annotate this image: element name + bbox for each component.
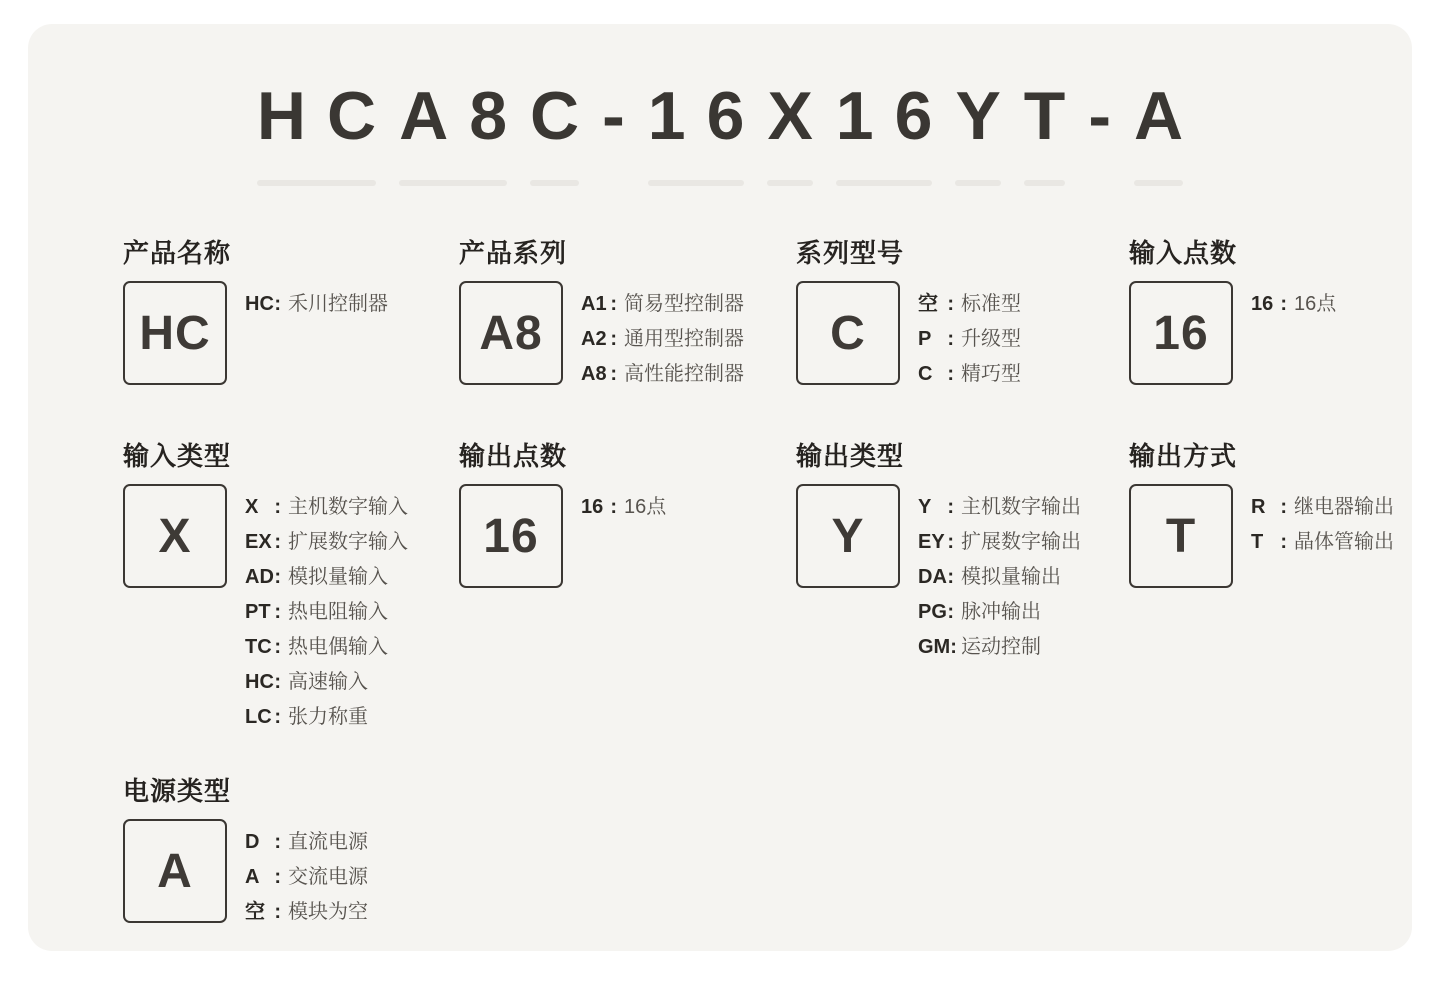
title-segment-text: 16 xyxy=(647,78,766,154)
legend-item xyxy=(918,287,1021,322)
legend-key xyxy=(245,860,281,895)
title-segment xyxy=(1134,78,1205,186)
legend-key-text: C xyxy=(918,363,933,385)
legend-value: 简易型控制器 xyxy=(624,293,744,315)
legend-list xyxy=(227,819,368,930)
title-dash xyxy=(1088,78,1132,186)
section-body xyxy=(1129,281,1336,385)
legend-key-colon: : xyxy=(950,636,957,658)
code-box xyxy=(1129,484,1233,588)
legend-key-colon: : xyxy=(1280,531,1287,553)
legend-value: 高速输入 xyxy=(288,671,368,693)
section-product-series xyxy=(459,238,744,392)
legend-value: 晶体管输出 xyxy=(1294,531,1394,553)
section-header: 输入点数 xyxy=(1129,238,1238,268)
section-header: 输出方式 xyxy=(1129,441,1238,471)
legend-item xyxy=(245,895,368,930)
legend-value: 精巧型 xyxy=(961,363,1021,385)
legend-key-colon: : xyxy=(610,496,617,518)
legend-key-colon: : xyxy=(274,671,281,693)
code-box-label: HC xyxy=(139,306,211,360)
title-segment-text: C xyxy=(530,78,601,154)
code-box-label: T xyxy=(1165,509,1197,563)
legend-list xyxy=(1233,484,1394,560)
legend-item xyxy=(1251,287,1336,322)
legend-value: 主机数字输出 xyxy=(961,496,1081,518)
legend-item xyxy=(245,490,408,525)
title-segment-text: - xyxy=(602,78,646,154)
legend-value: 热电偶输入 xyxy=(288,636,388,658)
code-box-label: A8 xyxy=(479,306,543,360)
legend-key-text: 16 xyxy=(581,496,604,518)
legend-key-text: D xyxy=(245,831,260,853)
legend-value: 运动控制 xyxy=(961,636,1041,658)
section-body xyxy=(1129,484,1394,588)
legend-key-text: A1 xyxy=(581,293,607,315)
legend-value: 标准型 xyxy=(961,293,1021,315)
legend-key xyxy=(918,357,954,392)
legend-value: 模块为空 xyxy=(288,901,368,923)
legend-key-text: LC xyxy=(245,706,272,728)
legend-key-colon: : xyxy=(610,328,617,350)
legend-key xyxy=(918,525,954,560)
section-output-points xyxy=(459,441,666,588)
legend-item xyxy=(1251,490,1394,525)
code-box-label: X xyxy=(158,509,192,563)
legend-key-text: 16 xyxy=(1251,293,1274,315)
code-box xyxy=(123,819,227,923)
legend-value: 继电器输出 xyxy=(1294,496,1394,518)
section-header: 产品名称 xyxy=(123,238,232,268)
legend-item xyxy=(245,860,368,895)
legend-key xyxy=(918,490,954,525)
title-segment-underline xyxy=(530,180,579,186)
legend-key-text: T xyxy=(1251,531,1264,553)
legend-item xyxy=(918,595,1081,630)
legend-key-text: PG xyxy=(918,601,947,623)
legend-key-colon: : xyxy=(274,706,281,728)
legend-key-text: 空 xyxy=(918,293,938,315)
section-body xyxy=(123,484,408,735)
section-output-type xyxy=(796,441,1081,665)
code-box-label: Y xyxy=(831,509,865,563)
legend-key-text: X xyxy=(245,496,259,518)
legend-key-colon: : xyxy=(947,601,954,623)
title-segment-underline xyxy=(955,180,1000,186)
section-product-name xyxy=(123,238,388,385)
section-header: 输出点数 xyxy=(459,441,568,471)
title-segment xyxy=(955,78,1022,186)
legend-list xyxy=(227,484,408,735)
section-series-model xyxy=(796,238,1021,392)
title-segment xyxy=(767,78,834,186)
title-segment-text: - xyxy=(1088,78,1132,154)
legend-key-colon: : xyxy=(610,363,617,385)
legend-key-colon: : xyxy=(1280,496,1287,518)
legend-list xyxy=(1233,281,1336,322)
legend-item xyxy=(245,825,368,860)
legend-item xyxy=(245,525,408,560)
title-segment-text: 16 xyxy=(835,78,954,154)
code-box-label: C xyxy=(830,306,866,360)
legend-value: 扩展数字输入 xyxy=(288,531,408,553)
legend-key-colon: : xyxy=(947,531,954,553)
legend-key-text: AD xyxy=(245,566,274,588)
legend-key-text: HC xyxy=(245,671,274,693)
legend-value: 禾川控制器 xyxy=(288,293,388,315)
legend-item xyxy=(581,357,744,392)
title-segment-text: A xyxy=(1134,78,1205,154)
legend-key-colon: : xyxy=(947,363,954,385)
legend-item xyxy=(918,322,1021,357)
code-box xyxy=(459,281,563,385)
title-segment xyxy=(835,78,954,186)
legend-key xyxy=(1251,525,1287,560)
title-segment-underline xyxy=(836,180,933,186)
legend-value: 模拟量输入 xyxy=(288,566,388,588)
legend-value: 模拟量输出 xyxy=(961,566,1061,588)
legend-key-text: Y xyxy=(918,496,932,518)
title-segment xyxy=(647,78,766,186)
legend-key xyxy=(581,322,617,357)
title-segment xyxy=(399,78,529,186)
legend-key-colon: : xyxy=(274,601,281,623)
legend-key-colon: : xyxy=(947,328,954,350)
legend-key-colon: : xyxy=(274,831,281,853)
legend-key xyxy=(245,825,281,860)
code-box xyxy=(796,484,900,588)
code-box xyxy=(123,281,227,385)
legend-value: 通用型控制器 xyxy=(624,328,744,350)
legend-item xyxy=(581,322,744,357)
legend-item xyxy=(245,595,408,630)
title-segment xyxy=(1023,78,1087,186)
title-segment-underline xyxy=(257,180,376,186)
legend-key-text: A8 xyxy=(581,363,607,385)
title-segment-underline xyxy=(1024,180,1066,186)
legend-list xyxy=(900,484,1081,665)
section-header: 产品系列 xyxy=(459,238,568,268)
legend-value: 升级型 xyxy=(961,328,1021,350)
legend-key-text: GM xyxy=(918,636,951,658)
section-header: 系列型号 xyxy=(796,238,905,268)
legend-list xyxy=(227,281,388,322)
model-code-card xyxy=(28,24,1412,951)
title-segment-underline xyxy=(648,180,745,186)
section-power-type xyxy=(123,776,368,930)
legend-key-colon: : xyxy=(274,901,281,923)
legend-item xyxy=(918,630,1081,665)
legend-key xyxy=(581,287,617,322)
legend-key-text: HC xyxy=(245,293,274,315)
legend-key-text: A xyxy=(245,866,260,888)
title-segment-text: A8 xyxy=(399,78,529,154)
legend-value: 热电阻输入 xyxy=(288,601,388,623)
legend-item xyxy=(245,665,408,700)
legend-key xyxy=(245,287,281,322)
section-body xyxy=(796,484,1081,665)
section-body xyxy=(796,281,1021,392)
code-box-label: 16 xyxy=(1153,306,1209,360)
title-segment-underline xyxy=(1134,180,1183,186)
legend-key xyxy=(918,630,957,665)
legend-key xyxy=(245,525,281,560)
legend-key xyxy=(918,595,954,630)
section-body xyxy=(459,281,744,392)
legend-key xyxy=(918,560,954,595)
legend-key-text: TC xyxy=(245,636,272,658)
legend-key xyxy=(245,490,281,525)
legend-item xyxy=(918,490,1081,525)
legend-key-text: EX xyxy=(245,531,272,553)
legend-key-text: P xyxy=(918,328,932,350)
legend-item xyxy=(245,287,388,322)
legend-item xyxy=(581,490,666,525)
legend-key-colon: : xyxy=(947,293,954,315)
legend-value: 交流电源 xyxy=(288,866,368,888)
legend-key xyxy=(918,287,954,322)
legend-value: 16点 xyxy=(1294,293,1337,315)
code-box-label: A xyxy=(157,844,193,898)
legend-key xyxy=(1251,287,1287,322)
title-segment xyxy=(256,78,398,186)
title-segment-underline xyxy=(399,180,507,186)
code-box xyxy=(123,484,227,588)
legend-item xyxy=(918,560,1081,595)
legend-list xyxy=(563,281,744,392)
legend-key-text: A2 xyxy=(581,328,607,350)
legend-key xyxy=(581,357,617,392)
legend-item xyxy=(581,287,744,322)
section-input-type xyxy=(123,441,408,735)
legend-key xyxy=(245,560,281,595)
legend-key-text: 空 xyxy=(245,901,265,923)
legend-key xyxy=(245,895,281,930)
legend-item xyxy=(918,357,1021,392)
section-header: 输入类型 xyxy=(123,441,232,471)
legend-key xyxy=(245,665,281,700)
title-segment-text: X xyxy=(767,78,834,154)
legend-value: 扩展数字输出 xyxy=(961,531,1081,553)
title-segment-text: HC xyxy=(256,78,398,154)
title-segment-text: T xyxy=(1023,78,1087,154)
section-header: 输出类型 xyxy=(796,441,905,471)
legend-key-colon: : xyxy=(274,496,281,518)
legend-key-colon: : xyxy=(274,636,281,658)
legend-key-colon: : xyxy=(274,531,281,553)
code-box-label: 16 xyxy=(483,509,539,563)
legend-key xyxy=(245,630,281,665)
legend-key-text: EY xyxy=(918,531,945,553)
legend-key-colon: : xyxy=(274,566,281,588)
legend-key-colon: : xyxy=(947,566,954,588)
legend-value: 高性能控制器 xyxy=(624,363,744,385)
legend-value: 张力称重 xyxy=(288,706,368,728)
legend-item xyxy=(245,560,408,595)
legend-value: 直流电源 xyxy=(288,831,368,853)
legend-key-colon: : xyxy=(610,293,617,315)
title-dash xyxy=(602,78,646,186)
code-box xyxy=(796,281,900,385)
section-body xyxy=(123,819,368,930)
legend-key xyxy=(1251,490,1287,525)
section-body xyxy=(123,281,388,385)
section-body xyxy=(459,484,666,588)
legend-key-colon: : xyxy=(947,496,954,518)
legend-value: 主机数字输入 xyxy=(288,496,408,518)
code-box xyxy=(459,484,563,588)
legend-item xyxy=(1251,525,1394,560)
legend-item xyxy=(245,700,408,735)
legend-key xyxy=(245,595,281,630)
code-box xyxy=(1129,281,1233,385)
legend-list xyxy=(900,281,1021,392)
title-segment-underline xyxy=(767,180,812,186)
legend-item xyxy=(245,630,408,665)
legend-list xyxy=(563,484,666,525)
legend-key-text: DA xyxy=(918,566,947,588)
legend-key-text: PT xyxy=(245,601,271,623)
legend-value: 脉冲输出 xyxy=(961,601,1041,623)
title-segment xyxy=(530,78,601,186)
legend-key-colon: : xyxy=(1280,293,1287,315)
legend-value: 16点 xyxy=(624,496,667,518)
legend-key xyxy=(918,322,954,357)
section-output-mode xyxy=(1129,441,1394,588)
legend-key-colon: : xyxy=(274,866,281,888)
legend-key xyxy=(245,700,281,735)
section-header: 电源类型 xyxy=(123,776,232,806)
section-input-points xyxy=(1129,238,1336,385)
legend-key xyxy=(581,490,617,525)
legend-key-text: R xyxy=(1251,496,1266,518)
legend-key-colon: : xyxy=(274,293,281,315)
legend-item xyxy=(918,525,1081,560)
title-segment-text: Y xyxy=(955,78,1022,154)
model-title xyxy=(28,78,1412,186)
